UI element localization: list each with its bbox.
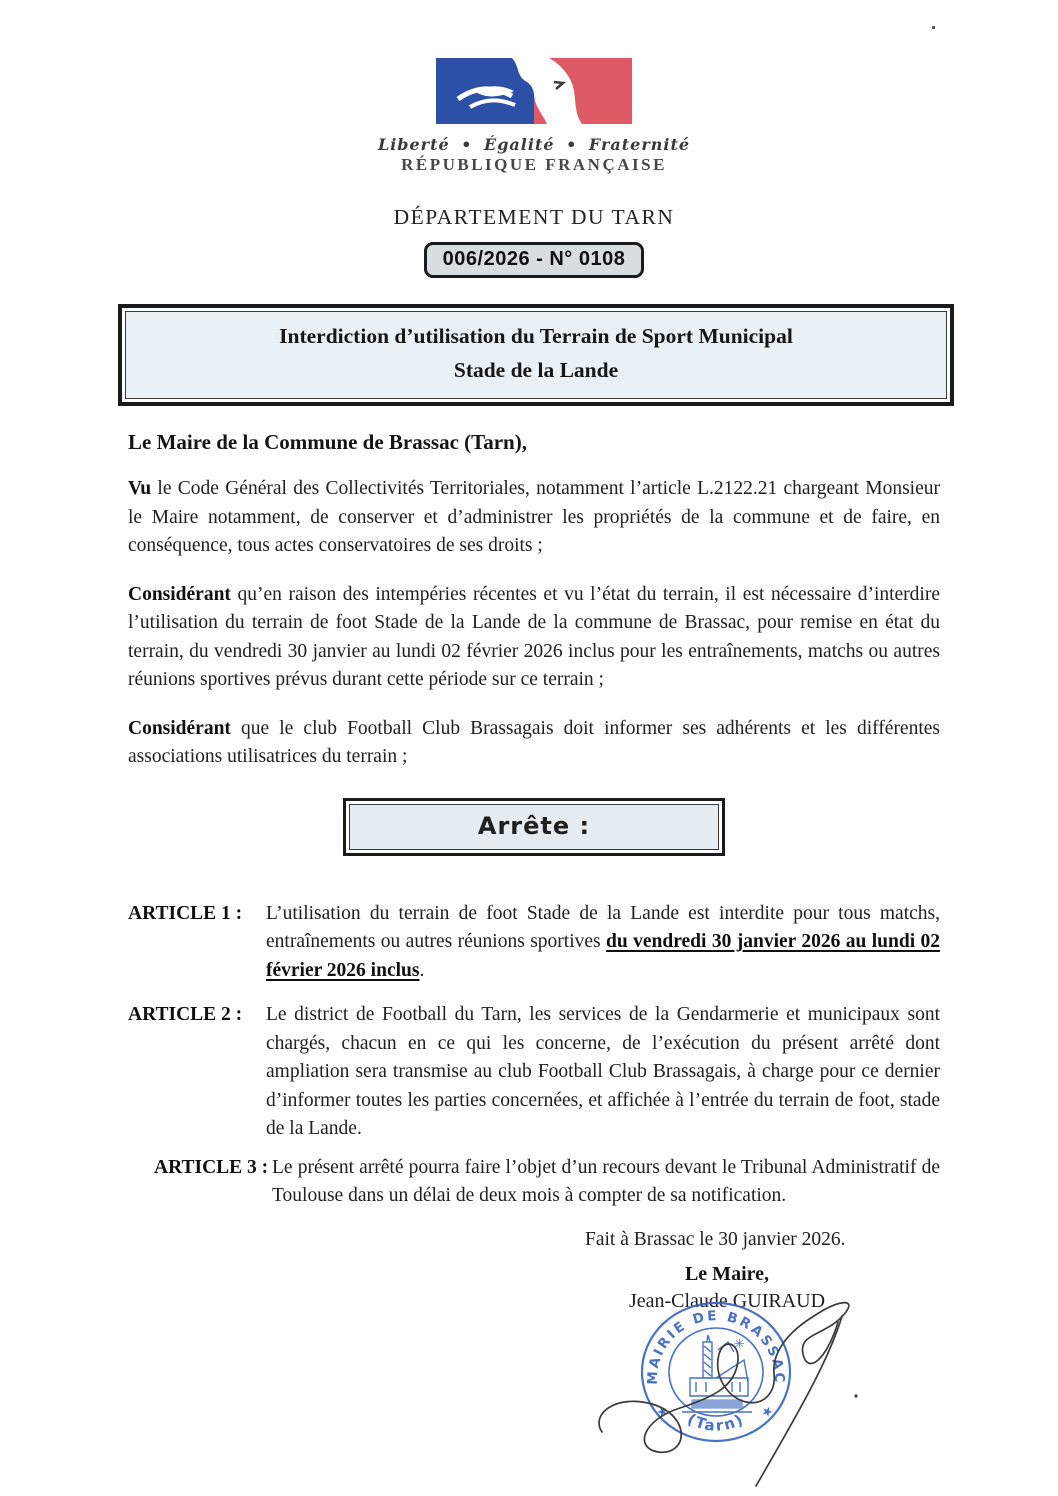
french-flag-marianne-icon bbox=[436, 58, 632, 124]
arrete-heading-box bbox=[343, 798, 725, 856]
arrete-heading: Arrête : bbox=[477, 811, 591, 840]
considerant-1-text: qu’en raison des intempéries récentes et vu l’état du terrain, il est nécessaire d’interdire l’utilisation du terrain de foot Stade de la Lande de la commune de Brassac, pour remise en état du terrain, du vendredi 30 janvier au lundi 02 février 2026 inclus pour les entraînements, matchs ou autres réunions sportives prévus durant cette période sur ce terrain ; bbox=[128, 583, 940, 690]
scan-artifact-dot bbox=[932, 26, 935, 29]
title-line-2: Stade de la Lande bbox=[453, 358, 619, 382]
article-3-body: Le présent arrêté pourra faire l’objet d’un recours devant le Tribunal Administratif de Toulouse dans un délai de deux mois à compter de sa notification. bbox=[272, 1156, 940, 1206]
signatory-title: Le Maire, bbox=[684, 1262, 770, 1285]
stamp-starburst-icon: ✳ bbox=[734, 1337, 745, 1352]
svg-text:(Tarn) bbox=[684, 1410, 747, 1435]
article-3 bbox=[154, 1154, 940, 1211]
article-2-label: ARTICLE 2 : bbox=[128, 1004, 243, 1025]
article-3-label: ARTICLE 3 : bbox=[154, 1156, 269, 1178]
municipal-stamp-and-signature bbox=[586, 1290, 916, 1494]
reference-badge: 006/2026 - N° 0108 bbox=[424, 242, 645, 278]
stamp-star-left-icon: ★ bbox=[654, 1403, 671, 1422]
vu-paragraph bbox=[128, 475, 940, 561]
article-1-body bbox=[266, 900, 940, 986]
considerant-paragraph-2 bbox=[128, 715, 940, 772]
vu-text: le Code Général des Collectivités Territoriales, notamment l’article L.2122.21 chargeant Monsieur le Maire notamment, de conserver et d’administrer les propriétés de la commune et de faire, en conséquence, tous actes conservatoires de ses droits ; bbox=[128, 478, 940, 556]
considerant-2-label: Considérant bbox=[128, 717, 231, 739]
considerant-2-text: que le club Football Club Brassagais doit informer ses adhérents et les différentes associations utilisatrices du terrain ; bbox=[128, 717, 940, 767]
title-line-1: Interdiction d’utilisation du Terrain de Sport Municipal bbox=[279, 324, 793, 348]
republic-title: RÉPUBLIQUE FRANÇAISE bbox=[401, 155, 667, 174]
considerant-paragraph-1 bbox=[128, 581, 940, 695]
article-2-body: Le district de Football du Tarn, les services de la Gendarmerie et municipaux sont chargés, chacun en ce qui les concerne, de l’exécution du présent arrêté dont ampliation sera transmise au club Football Club Brassagais, à charge pour ce dernier d’informer toutes les parties concernées, et affichée à l’entrée du terrain de foot, stade de la Lande. bbox=[266, 1004, 940, 1139]
decree-title-box bbox=[118, 304, 954, 406]
article-1-label: ARTICLE 1 : bbox=[128, 902, 243, 924]
republic-logo-block bbox=[128, 58, 940, 175]
signatory-name: Jean-Claude GUIRAUD bbox=[628, 1289, 826, 1312]
considerant-1-label: Considérant bbox=[128, 583, 231, 605]
place-date-line: Fait à Brassac le 30 janvier 2026. bbox=[585, 1228, 846, 1250]
vu-label: Vu bbox=[128, 478, 152, 499]
department-title: DÉPARTEMENT DU TARN bbox=[393, 205, 675, 229]
stamp-star-right-icon: ★ bbox=[758, 1403, 776, 1422]
article-1 bbox=[128, 900, 940, 986]
article-1-emphasis: du vendredi 30 janvier 2026 au lundi 02 février 2026 inclus bbox=[266, 931, 941, 981]
stamp-bottom-text: (Tarn) bbox=[684, 1409, 748, 1435]
addressee-heading: Le Maire de la Commune de Brassac (Tarn), bbox=[128, 430, 527, 454]
article-1-period: . bbox=[419, 959, 425, 981]
stamp-top-text: MAIRIE DE BRASSAC bbox=[644, 1307, 788, 1386]
motto-text: Liberté • Égalité • Fraternité bbox=[377, 135, 691, 154]
article-1-text: L’utilisation du terrain de foot Stade de la Lande est interdite pour tous matchs, entraînements ou autres réunions sportives bbox=[266, 902, 940, 952]
municipal-stamp bbox=[642, 1303, 790, 1441]
article-2 bbox=[128, 1001, 940, 1144]
